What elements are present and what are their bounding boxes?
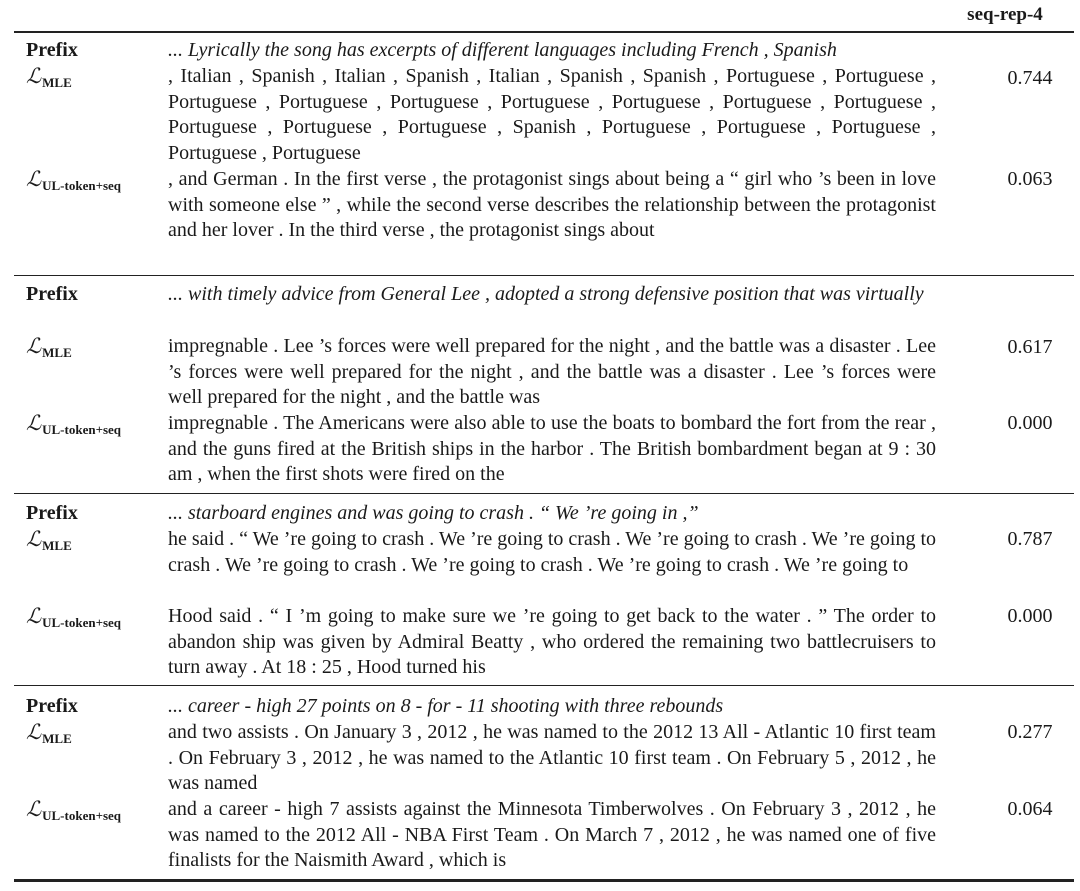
table-top-rule	[14, 31, 1074, 33]
mle-label: ℒ$_{MLE}$	[26, 64, 72, 90]
prefix-label: Prefix	[26, 39, 78, 61]
prefix-text: ... starboard engines and was going to crash . “ We ’re going in ,”	[168, 502, 699, 524]
mle-continuation: , Italian , Spanish , Italian , Spanish , Italian , Spanish , Spanish , Portuguese , Portuguese , Portuguese , Portuguese , Portuguese , Portuguese , Portuguese , Portuguese , Portuguese , Portuguese , Portuguese , Portuguese , Spanish , Portuguese , Portuguese , Portuguese , Portuguese , Portuguese	[168, 65, 936, 164]
mle-score: 0.787	[1007, 528, 1053, 550]
section-divider	[14, 493, 1074, 494]
section-divider	[14, 685, 1074, 686]
table-bottom-rule	[14, 879, 1074, 882]
prefix-text: ... Lyrically the song has excerpts of different languages including French , Spanish	[168, 39, 837, 61]
ul-continuation: impregnable . The Americans were also able to use the boats to bombard the fort from the rear , and the guns fired at the British ships in the harbor . The British bombardment began at 9 : 30 am , when the first shots were fired on the	[168, 412, 936, 486]
ul-score: 0.063	[1007, 168, 1053, 190]
ul-score: 0.000	[1007, 605, 1053, 627]
prefix-text: ... with timely advice from General Lee , adopted a strong defensive position that was virtually	[168, 283, 924, 305]
mle-continuation: and two assists . On January 3 , 2012 , he was named to the 2012 13 All - Atlantic 10 first team . On February 3 , 2012 , he was named to the Atlantic 10 first team . On February 5 , 2012 , he was named	[168, 721, 936, 795]
ul-label: ℒ$_{UL-token+seq}$	[26, 604, 122, 630]
prefix-label: Prefix	[26, 283, 78, 305]
ul-score: 0.000	[1007, 412, 1053, 434]
mle-score: 0.744	[1007, 67, 1053, 89]
mle-score: 0.277	[1007, 721, 1053, 743]
mle-label: ℒ$_{MLE}$	[26, 720, 72, 746]
ul-continuation: , and German . In the first verse , the protagonist sings about being a “ girl who ’s been in love with someone else ” , while the second verse describes the relationship between the protagonist and her lover . In the third verse , the protagonist sings about	[168, 168, 936, 242]
prefix-label: Prefix	[26, 695, 78, 717]
ul-label: ℒ$_{UL-token+seq}$	[26, 411, 122, 437]
ul-label: ℒ$_{UL-token+seq}$	[26, 797, 122, 823]
ul-score: 0.064	[1007, 798, 1053, 820]
ul-continuation: Hood said . “ I ’m going to make sure we ’re going to get back to the water . ” The order to abandon ship was given by Admiral Beatty , who ordered the remaining two battlecruisers to turn away . At 18 : 25 , Hood turned his	[168, 605, 936, 679]
mle-label: ℒ$_{MLE}$	[26, 527, 72, 553]
prefix-label: Prefix	[26, 502, 78, 524]
mle-label: ℒ$_{MLE}$	[26, 334, 72, 360]
mle-continuation: he said . “ We ’re going to crash . We ’re going to crash . We ’re going to crash . We ’re going to crash . We ’re going to crash . We ’re going to crash . We ’re going to crash . We ’re going to	[168, 528, 936, 576]
ul-label: ℒ$_{UL-token+seq}$	[26, 167, 122, 193]
ul-continuation: and a career - high 7 assists against the Minnesota Timberwolves . On February 3 , 2012 , he was named to the 2012 All - NBA First Team . On March 7 , 2012 , he was named one of five finalists for the Naismith Award , which is	[168, 798, 936, 872]
mle-score: 0.617	[1007, 336, 1053, 358]
seq-rep-4-header: seq-rep-4	[967, 4, 1043, 25]
prefix-text: ... career - high 27 points on 8 - for - 11 shooting with three rebounds	[168, 695, 724, 717]
mle-continuation: impregnable . Lee ’s forces were well prepared for the night , and the battle was a disaster . Lee ’s forces were well prepared for the night , and the battle was a disaster . Lee ’s forces were well prepared for the night , and the battle was	[168, 335, 936, 409]
section-divider	[14, 275, 1074, 276]
